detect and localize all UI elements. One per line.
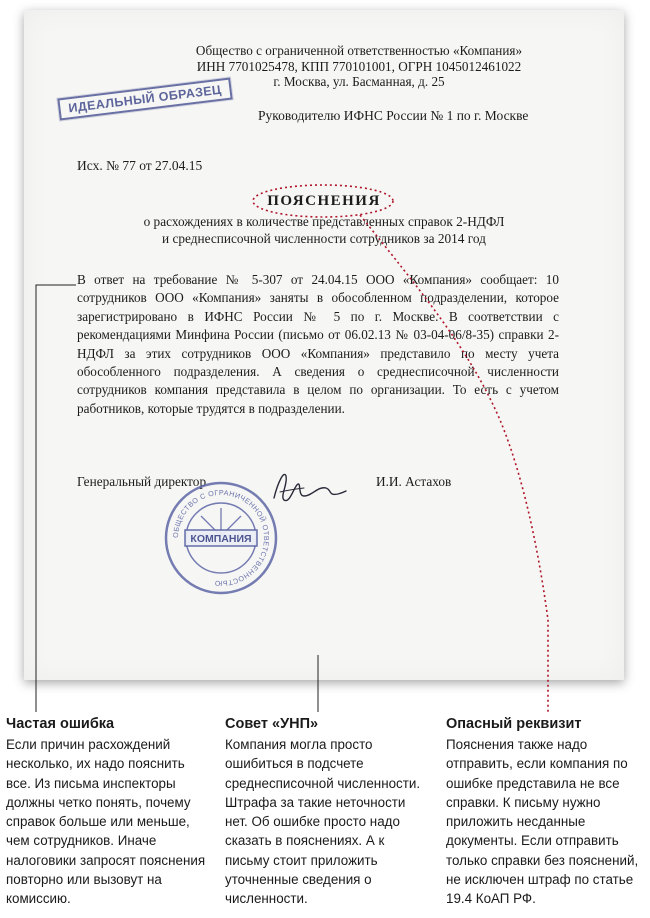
danger-connector-line bbox=[360, 215, 548, 712]
subtitle-line: о расхождениях в количестве представленных справок 2-НДФЛ bbox=[143, 214, 505, 229]
document-body: В ответ на требование № 5-307 от 24.04.15 ООО «Компания» сообщает: 10 сотрудников ООО «Компания» заняты в обособленном подразделении, которое зарегистрировано в ИФНС России № 5 по г. Москве. В соответствии с рекомендациями Минфина России (письмо от 06.02.13 № 03-04-06/8-35) справки 2-НДФЛ за этих сотрудников ООО «Компания» представило по месту учета обособленного подразделения. А сведения о среднесписочной численности сотрудников компания представила в целом по организации. То есть с учетом работников, которые трудятся в подразделении. bbox=[77, 272, 559, 416]
callout-text: Если причин расхождений несколько, их надо пояснить все. Из письма инспекторы должны четко понять, почему справок больше или меньше, чем сотрудников. Иначе налоговики запросят пояснения повторно или вызовут на комиссию. bbox=[6, 737, 206, 907]
signer-position: Генеральный директор bbox=[77, 474, 207, 489]
ideal-sample-stamp: ИДЕАЛЬНЫЙ ОБРАЗЕЦ bbox=[57, 77, 232, 120]
subtitle-line: и среднесписочной численности сотрудников за 2014 год bbox=[162, 231, 486, 246]
callout-text: Компания могла просто ошибиться в подсчете среднесписочной численности. Штрафа за такие неточности нет. Об ошибке просто надо сказать в пояснениях. А к письму стоит приложить уточненные сведения о численности. bbox=[225, 737, 421, 907]
outgoing-reference: Исх. № 77 от 27.04.15 bbox=[77, 158, 203, 173]
org-tax-ids: ИНН 7701025478, КПП 770101001, ОГРН 1045012461022 bbox=[196, 58, 522, 74]
signer-name: И.И. Астахов bbox=[376, 474, 452, 489]
callout-advice bbox=[225, 716, 425, 909]
org-address: г. Москва, ул. Басманная, д. 25 bbox=[273, 74, 445, 89]
title-highlight-ellipse bbox=[253, 185, 393, 217]
callout-common-error bbox=[6, 716, 206, 909]
callout-text: Пояснения также надо отправить, если компания по ошибке представила не все справки. К письму нужно приложить несданные документы. Если отправить только справки без пояснений, не исключен штраф по статье 19.4 КоАП РФ. bbox=[446, 737, 639, 907]
callout-dangerous-detail bbox=[446, 716, 646, 909]
addressee: Руководителю ИФНС России № 1 по г. Москве bbox=[258, 108, 529, 123]
callout-heading: Опасный реквизит bbox=[446, 716, 582, 732]
error-connector-line bbox=[36, 285, 76, 712]
seal-center-text: КОМПАНИЯ bbox=[190, 533, 252, 545]
org-name: Общество с ограниченной ответственностью «Компания» bbox=[195, 43, 523, 58]
callout-heading: Частая ошибка bbox=[6, 716, 115, 732]
callout-heading: Совет «УНП» bbox=[225, 716, 319, 732]
document-title: ПОЯСНЕНИЯ bbox=[267, 193, 381, 209]
seal-ring-text: ОБЩЕСТВО С ОГРАНИЧЕННОЙ ОТВЕТСТВЕННОСТЬЮ bbox=[170, 487, 272, 589]
